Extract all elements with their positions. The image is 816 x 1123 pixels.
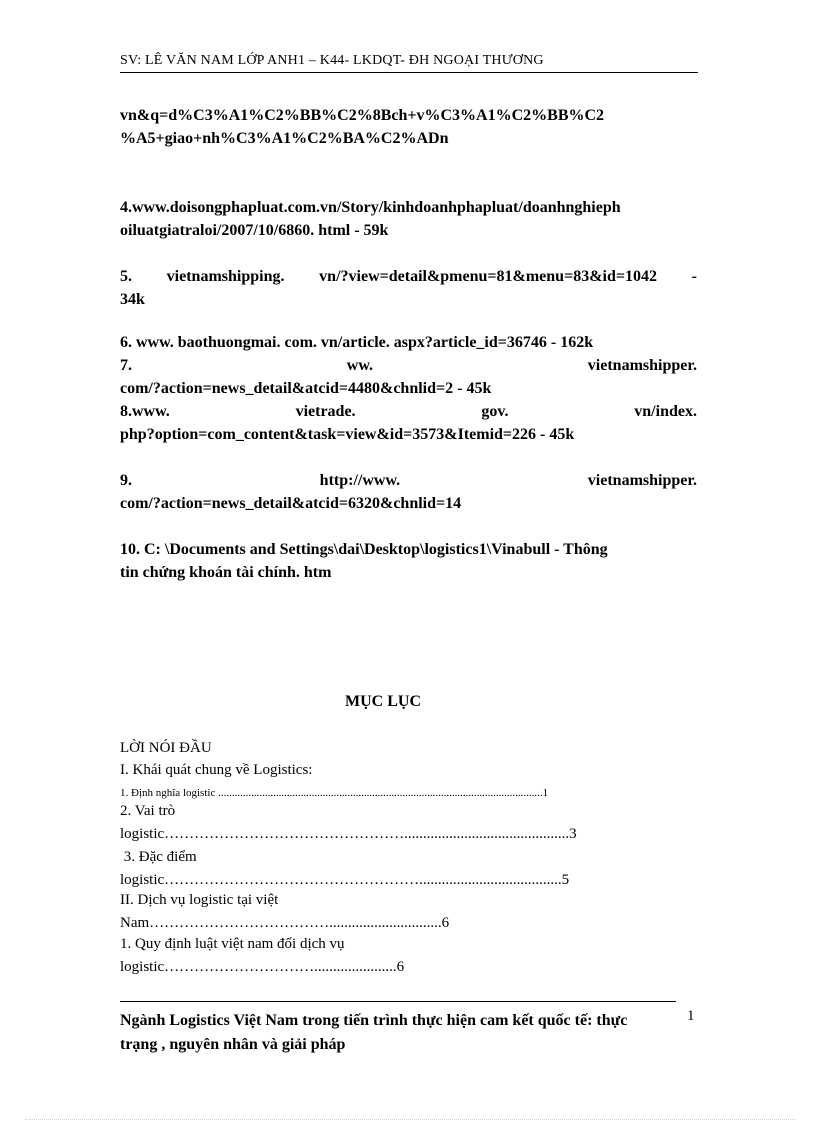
reference-8 (120, 400, 697, 446)
ref-line: com/?action=news_detail&atcid=4480&chnlid=2 - 45k (120, 380, 492, 397)
toc-line: 1. Quy định luật việt nam đối dịch vụ (120, 936, 345, 952)
ref-line: oiluatgiatraloi/2007/10/6860. html - 59k (120, 222, 389, 239)
ref-line: com/?action=news_detail&atcid=6320&chnlid=14 (120, 495, 462, 512)
toc-section-2 (120, 890, 449, 933)
toc-line: 2. Vai trò (120, 803, 176, 819)
ref-line: 5. vietnamshipping. vn/?view=detail&pmenu=81&menu=83&id=1042 - (120, 268, 697, 285)
toc-section-1: I. Khái quát chung về Logistics: (120, 762, 313, 778)
ref-line: 6. www. baothuongmai. com. vn/article. aspx?article_id=36746 - 162k (120, 334, 594, 351)
page-number: 1 (687, 1008, 695, 1024)
toc-item-definition: 1. Định nghĩa logistic ......................................................................................................................1 (120, 787, 549, 799)
page-edge (25, 1119, 795, 1120)
ref-line: php?option=com_content&task=view&id=3573&Itemid=226 - 45k (120, 426, 575, 443)
reference-6 (120, 331, 697, 354)
reference-9 (120, 469, 697, 515)
toc-item-features (120, 847, 569, 890)
toc-line: Nam………………………………..............................6 (120, 915, 450, 931)
ref-line: 8.www. vietrade. gov. vn/index. (120, 403, 697, 420)
reference-4 (120, 196, 697, 242)
toc-line: 3. Đặc điểm (120, 849, 197, 865)
ref-line: tin chứng khoán tài chính. htm (120, 564, 332, 581)
ref-line: 7. ww. vietnamshipper. (120, 357, 697, 374)
toc-line: logistic……………………………………………......................................5 (120, 872, 570, 888)
toc-line: logistic…………………………......................6 (120, 959, 405, 975)
reference-10 (120, 538, 697, 584)
ref-line: 10. C: \Documents and Settings\dai\Desktop\logistics1\Vinabull - Thông (120, 541, 608, 558)
reference-7 (120, 354, 697, 400)
reference-5 (120, 265, 697, 311)
reference-continued (120, 104, 697, 150)
page-header: SV: LÊ VĂN NAM LỚP ANH1 – K44- LKDQT- ĐH NGOẠI THƯƠNG (120, 53, 698, 73)
toc-item-regulation (120, 934, 404, 977)
footer-title: Ngành Logistics Việt Nam trong tiến trình thực hiện cam kết quốc tế: thực trạng , nguyên nhân và giải pháp (120, 1012, 628, 1053)
toc-item-role (120, 801, 577, 844)
ref-line: 4.www.doisongphapluat.com.vn/Story/kinhdoanhphapluat/doanhnghieph (120, 199, 621, 216)
footer-divider (120, 1001, 676, 1002)
ref-line: %A5+giao+nh%C3%A1%C2%BA%C2%ADn (120, 130, 449, 147)
toc-intro: LỜI NÓI ĐẦU (120, 740, 212, 756)
ref-line: 34k (120, 291, 145, 308)
toc-title: MỤC LỤC (345, 693, 421, 710)
toc-line: logistic…………………………………………............................................3 (120, 826, 577, 842)
toc-line: II. Dịch vụ logistic tại việt (120, 892, 279, 908)
ref-line: 9. http://www. vietnamshipper. (120, 472, 697, 489)
ref-line: vn&q=d%C3%A1%C2%BB%C2%8Bch+v%C3%A1%C2%BB%C2 (120, 107, 605, 124)
